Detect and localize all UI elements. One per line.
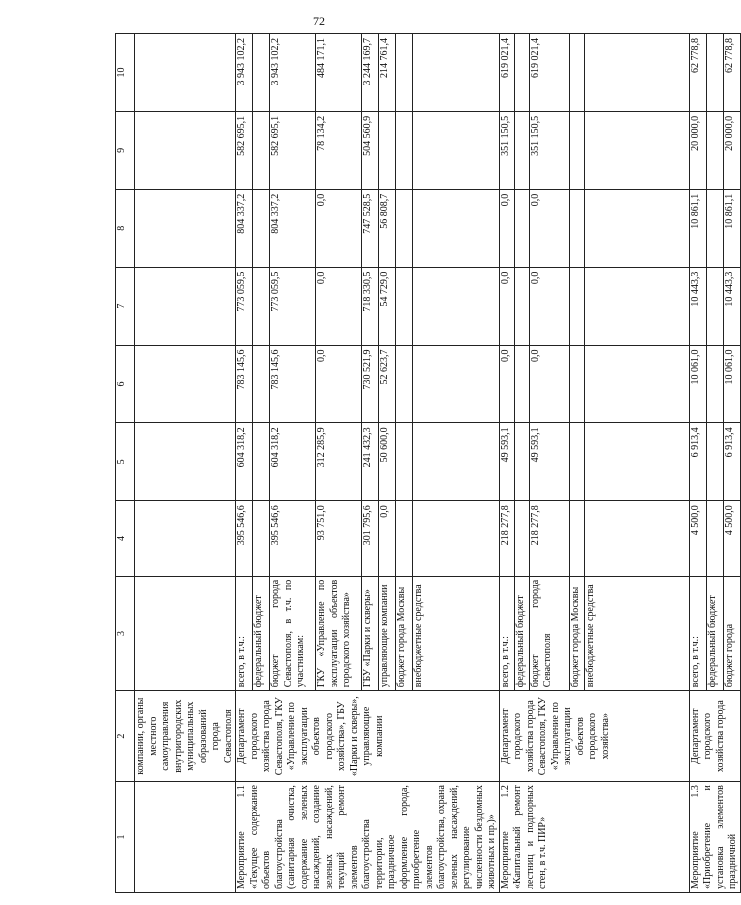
amount-cell-c10: 3 943 102,2	[270, 34, 316, 112]
amount-cell-c8: 56 808,7	[379, 189, 396, 267]
amount-cell-c4: 93 751,0	[316, 501, 362, 577]
amount-cell-c9	[514, 111, 529, 189]
amount-cell-c10: 619 021,4	[499, 34, 514, 112]
amount-cell-c9	[706, 111, 723, 189]
amount-cell-c6: 730 521,9	[361, 345, 378, 423]
amount-cell-c8: 0,0	[316, 189, 362, 267]
amount-cell-c7: 0,0	[529, 267, 569, 345]
amount-cell-c5	[396, 423, 413, 501]
amount-cell-c6: 0,0	[529, 345, 569, 423]
amount-cell-c6: 0,0	[316, 345, 362, 423]
col-header-7: 7	[116, 267, 135, 345]
amount-cell-c9: 504 560,9	[361, 111, 378, 189]
amount-cell-c8	[413, 189, 499, 267]
col-header-1: 1	[116, 782, 135, 893]
amount-cell-c9: 78 134,2	[316, 111, 362, 189]
funding-source: управляющие компании	[379, 576, 396, 690]
amount-cell-c7	[706, 267, 723, 345]
funding-source: внебюджетные средства	[413, 576, 499, 690]
measure-title: Мероприятие 1.3 «Приобретение и установка элементов праздничной	[689, 782, 740, 893]
funding-source: ГКУ «Управление по эксплуатации объектов городского хозяйства»	[316, 576, 362, 690]
rotated-table-container	[115, 33, 738, 893]
amount-cell-c7	[413, 267, 499, 345]
amount-cell-c5: 6 913,4	[689, 423, 706, 501]
amount-cell-c7: 10 443,3	[723, 267, 740, 345]
amount-cell-c10	[706, 34, 723, 112]
amount-cell-c5	[584, 423, 689, 501]
amount-cell-c5	[569, 423, 584, 501]
amount-cell-c9: 351 150,5	[529, 111, 569, 189]
amount-cell-c5: 49 593,1	[529, 423, 569, 501]
amount-cell-c6: 0,0	[499, 345, 514, 423]
funding-source: бюджет города	[723, 576, 740, 690]
amount-cell-c8: 10 861,1	[689, 189, 706, 267]
funding-source: ГБУ «Парки и скверы»	[361, 576, 378, 690]
amount-cell-c6: 783 145,6	[270, 345, 316, 423]
amount-cell-c5	[413, 423, 499, 501]
amount-cell-c5	[253, 423, 270, 501]
amount-cell-c10	[253, 34, 270, 112]
amount-cell-c6	[514, 345, 529, 423]
amount-cell-c6	[413, 345, 499, 423]
amount-cell-c10	[514, 34, 529, 112]
funding-source: всего, в т.ч.:	[236, 576, 253, 690]
amount-cell-c8: 0,0	[499, 189, 514, 267]
amount-cell-c4	[253, 501, 270, 577]
amount-cell-c9	[253, 111, 270, 189]
funding-source: внебюджетные средства	[584, 576, 689, 690]
amount-cell-c8: 804 337,2	[270, 189, 316, 267]
funding-source: всего, в т.ч.:	[689, 576, 706, 690]
amount-cell-c6: 10 061,0	[689, 345, 706, 423]
measure-executor: Департамент городского хозяйства города	[689, 691, 740, 782]
amount-cell-c8: 0,0	[529, 189, 569, 267]
amount-cell-c10	[396, 34, 413, 112]
amount-cell-c4	[706, 501, 723, 577]
amount-cell-c10	[584, 34, 689, 112]
funding-source: федеральный бюджет	[706, 576, 723, 690]
measure-title: Мероприятие 1.1 «Текущее содержание объектов благоустройства (санитарная очистка, содержание зеленых насаждений, создание зеленых насаждений, текущий ремонт элементов благоустройства территории, праздничное оформление города, приобретение элементов благоустройства, охрана зеленых насаждений, регулирование численности бездомных животных и пр.)»	[236, 782, 500, 893]
amount-cell-c10: 214 761,4	[379, 34, 396, 112]
table-row	[236, 34, 253, 893]
amount-cell-c9: 582 695,1	[270, 111, 316, 189]
amount-cell-c5: 604 318,2	[270, 423, 316, 501]
amount-cell-c8	[569, 189, 584, 267]
amount-cell-c10: 62 778,8	[689, 34, 706, 112]
amount-cell-c10: 484 171,1	[316, 34, 362, 112]
amount-cell-c6	[396, 345, 413, 423]
amount-cell-c9	[379, 111, 396, 189]
continuation-executor: компании, органы местного самоуправления внутригородских муниципальных образований города Севастополя	[135, 691, 236, 782]
amount-cell-c6: 783 145,6	[236, 345, 253, 423]
amount-cell-c8	[584, 189, 689, 267]
amount-cell-c5: 49 593,1	[499, 423, 514, 501]
amount-cell-c9: 20 000,0	[689, 111, 706, 189]
funding-source: всего, в т.ч.:	[499, 576, 514, 690]
amount-cell-c4	[569, 501, 584, 577]
amount-cell-c8	[253, 189, 270, 267]
program-funding-table	[115, 33, 741, 893]
amount-cell-c7: 54 729,0	[379, 267, 396, 345]
amount-cell-c5: 241 432,3	[361, 423, 378, 501]
continuation-row	[135, 34, 236, 893]
amount-cell-c4	[396, 501, 413, 577]
amount-cell-c10: 619 021,4	[529, 34, 569, 112]
amount-cell-c4: 301 795,6	[361, 501, 378, 577]
funding-source: федеральный бюджет	[253, 576, 270, 690]
measure-title: Мероприятие 1.2 «Капитальный ремонт лестниц и подпорных стен, в т.ч. ПИР»	[499, 782, 689, 893]
amount-cell-c4: 395 546,6	[236, 501, 253, 577]
col-header-6: 6	[116, 345, 135, 423]
amount-cell-c8	[706, 189, 723, 267]
column-number-row	[116, 34, 135, 893]
amount-cell-c9	[413, 111, 499, 189]
amount-cell-c4: 0,0	[379, 501, 396, 577]
col-header-3: 3	[116, 576, 135, 690]
amount-cell-c7: 773 059,5	[236, 267, 253, 345]
amount-cell-c4	[413, 501, 499, 577]
amount-cell-c4: 218 277,8	[529, 501, 569, 577]
amount-cell-c8	[396, 189, 413, 267]
amount-cell-c8: 804 337,2	[236, 189, 253, 267]
measure-1-1-group	[236, 34, 500, 893]
col-header-9: 9	[116, 111, 135, 189]
amount-cell-c6: 52 623,7	[379, 345, 396, 423]
measure-1-2-group	[499, 34, 689, 893]
amount-cell-c10: 3 244 169,7	[361, 34, 378, 112]
amount-cell-c10	[413, 34, 499, 112]
amount-cell-c7	[569, 267, 584, 345]
amount-cell-c5: 6 913,4	[723, 423, 740, 501]
col-header-2: 2	[116, 691, 135, 782]
amount-cell-c5	[514, 423, 529, 501]
col-header-8: 8	[116, 189, 135, 267]
amount-cell-c5	[706, 423, 723, 501]
funding-source: бюджет города Москвы	[396, 576, 413, 690]
amount-cell-c9: 351 150,5	[499, 111, 514, 189]
amount-cell-c6	[569, 345, 584, 423]
table-row	[499, 34, 514, 893]
amount-cell-c10: 3 943 102,2	[236, 34, 253, 112]
col-header-10: 10	[116, 34, 135, 112]
amount-cell-c9	[396, 111, 413, 189]
amount-cell-c7	[253, 267, 270, 345]
amount-cell-c4: 4 500,0	[723, 501, 740, 577]
amount-cell-c9	[569, 111, 584, 189]
amount-cell-c7: 773 059,5	[270, 267, 316, 345]
amount-cell-c4: 395 546,6	[270, 501, 316, 577]
amount-cell-c7: 718 330,5	[361, 267, 378, 345]
amount-cell-c6: 10 061,0	[723, 345, 740, 423]
amount-cell-c9	[584, 111, 689, 189]
amount-cell-c5: 50 600,0	[379, 423, 396, 501]
amount-cell-c9: 582 695,1	[236, 111, 253, 189]
amount-cell-c7: 0,0	[499, 267, 514, 345]
amount-cell-c7	[584, 267, 689, 345]
measure-executor: Департамент городского хозяйства города Севастополя, ГКУ «Управление по эксплуатации объектов городского хозяйства», ГБУ «Парки и скверы», управляющие компании	[236, 691, 500, 782]
amount-cell-c7: 10 443,3	[689, 267, 706, 345]
measure-executor: Департамент городского хозяйства города Севастополя, ГКУ «Управление по эксплуатации объектов городского хозяйства»	[499, 691, 689, 782]
amount-cell-c5: 604 318,2	[236, 423, 253, 501]
amount-cell-c6	[584, 345, 689, 423]
funding-source: бюджет города Севастополя	[529, 576, 569, 690]
funding-source: федеральный бюджет	[514, 576, 529, 690]
amount-cell-c10: 62 778,8	[723, 34, 740, 112]
amount-cell-c6	[253, 345, 270, 423]
amount-cell-c4: 218 277,8	[499, 501, 514, 577]
amount-cell-c8: 747 528,5	[361, 189, 378, 267]
funding-source: бюджет города Севастополя, в т.ч. по участникам:	[270, 576, 316, 690]
amount-cell-c10	[569, 34, 584, 112]
funding-source: бюджет города Москвы	[569, 576, 584, 690]
amount-cell-c4	[514, 501, 529, 577]
page-number: 72	[313, 14, 325, 28]
amount-cell-c4	[584, 501, 689, 577]
amount-cell-c7	[396, 267, 413, 345]
table-row	[689, 34, 706, 893]
amount-cell-c5: 312 285,9	[316, 423, 362, 501]
col-header-5: 5	[116, 423, 135, 501]
amount-cell-c7	[514, 267, 529, 345]
amount-cell-c4: 4 500,0	[689, 501, 706, 577]
amount-cell-c8: 10 861,1	[723, 189, 740, 267]
amount-cell-c8	[514, 189, 529, 267]
amount-cell-c9: 20 000,0	[723, 111, 740, 189]
col-header-4: 4	[116, 501, 135, 577]
measure-1-3-group	[689, 34, 740, 893]
amount-cell-c6	[706, 345, 723, 423]
amount-cell-c7: 0,0	[316, 267, 362, 345]
